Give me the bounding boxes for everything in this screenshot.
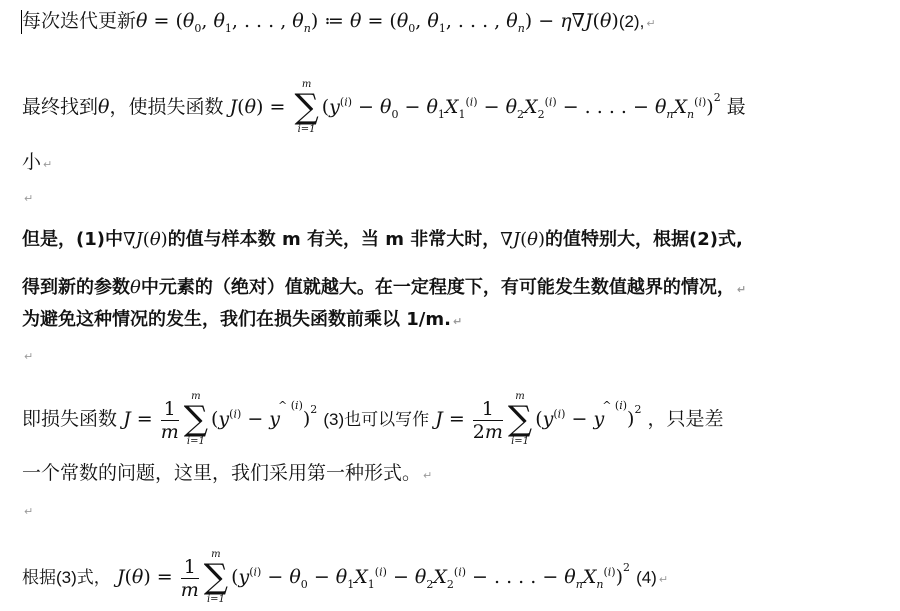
loss-forms-label: (3)也可以写作	[323, 410, 430, 429]
para1-mid: 的值与样本数 m 有关，当 m 非常大时，	[167, 229, 501, 250]
equation-line-loss	[22, 80, 746, 136]
bold-paragraph-line-2	[22, 279, 746, 297]
paragraph-mark: ↵	[24, 505, 34, 518]
grad-j-symbol: ∇J(θ)	[500, 229, 545, 250]
sum-symbol: m ∑ i=1	[203, 549, 229, 605]
loss-forms-tail: ，只是差	[647, 408, 724, 430]
text-small: 小	[22, 151, 42, 173]
grad-j-symbol: ∇J(θ)	[122, 229, 168, 250]
loss-equation: J(θ) = m ∑ i=1 ($y^{(i)} - \theta_0 - \theta_1X_1^{(i)} - \theta_2X_2^{(i)}$ − . . . . − $\theta_nX_n^{(i)})^2$	[229, 79, 721, 135]
empty-line	[22, 500, 33, 519]
paragraph-mark: ↵	[736, 283, 747, 296]
text-line-small	[22, 153, 52, 172]
para1-end: 的值特别大，根据(2)式,	[544, 229, 743, 250]
sum-symbol: m ∑ i=1	[294, 79, 319, 135]
bold-paragraph-line-3	[22, 311, 462, 329]
fraction-1-over-m: $\frac{1}{m}$	[180, 555, 199, 601]
theta-symbol: θ	[98, 96, 110, 118]
loss-forms-prefix: 即损失函数	[22, 408, 118, 430]
text-line-constant	[22, 464, 432, 483]
paragraph-mark: ↵	[646, 17, 656, 30]
constant-text: 一个常数的问题，这里，我们采用第一种形式。	[22, 462, 422, 484]
paragraph-mark: ↵	[24, 350, 34, 363]
eq-label-2: (2),	[618, 12, 645, 31]
equation-line-loss-forms	[22, 392, 724, 448]
paragraph-mark: ↵	[452, 315, 463, 328]
fraction-1-over-2m: $\frac{1}{2m}$	[472, 397, 503, 443]
loss-form-1: J = $\frac{1}{m}$ m ∑ i=1 $(y^{(i)} - y^{\^{} (i)})^2$	[123, 391, 318, 447]
theta-symbol: θ	[130, 277, 141, 298]
loss-mid: ，使损失函数	[109, 96, 224, 118]
para2-start: 得到新的参数	[22, 277, 130, 298]
para1-start: 但是，(1)中	[22, 229, 123, 250]
paragraph-mark: ↵	[24, 192, 34, 205]
update-equation: = ($\theta_0$, $\theta_1$, . . . , $\theta_n$) ≔ $\theta = (\theta_0$, $\theta_1$, . . . , $\theta_n) - \eta\nabla J(\theta)$	[153, 10, 619, 35]
paragraph-mark: ↵	[423, 469, 433, 482]
bold-paragraph-line-1	[22, 231, 743, 249]
para2-end: 中元素的（绝对）值就越大。在一定程度下，有可能发生数值越界的情况，	[140, 277, 735, 298]
final-equation: J(θ) = $\frac{1}{m}$ m ∑ i=1 ($y^{(i)} - \theta_0 - \theta_1X_1^{(i)} - \theta_2X_2^{(i)}$ − . . . . − $\theta_nX_n^{(i)})^2$	[116, 549, 631, 605]
paragraph-mark: ↵	[658, 573, 669, 586]
equation-line-update	[22, 12, 656, 34]
final-prefix: 根据(3)式，	[22, 568, 111, 587]
empty-line	[22, 345, 33, 364]
loss-suffix: 最	[726, 96, 746, 118]
sum-symbol: m ∑ i=1	[507, 391, 533, 447]
update-prefix: 每次迭代更新	[22, 10, 137, 32]
loss-prefix: 最终找到	[22, 96, 99, 118]
theta-symbol: θ	[136, 10, 148, 32]
loss-form-2: J = $\frac{1}{2m}$ m ∑ i=1 $(y^{(i)} - y^{\^{} (i)})^2$	[435, 391, 642, 447]
empty-line	[22, 187, 33, 206]
paragraph-mark: ↵	[43, 158, 53, 171]
para3-text: 为避免这种情况的发生，我们在损失函数前乘以 1/m.	[22, 309, 451, 330]
equation-line-final	[22, 550, 668, 606]
fraction-1-over-m: $\frac{1}{m}$	[160, 397, 179, 443]
sum-symbol: m ∑ i=1	[183, 391, 208, 447]
eq-label-4: (4)	[636, 568, 657, 587]
